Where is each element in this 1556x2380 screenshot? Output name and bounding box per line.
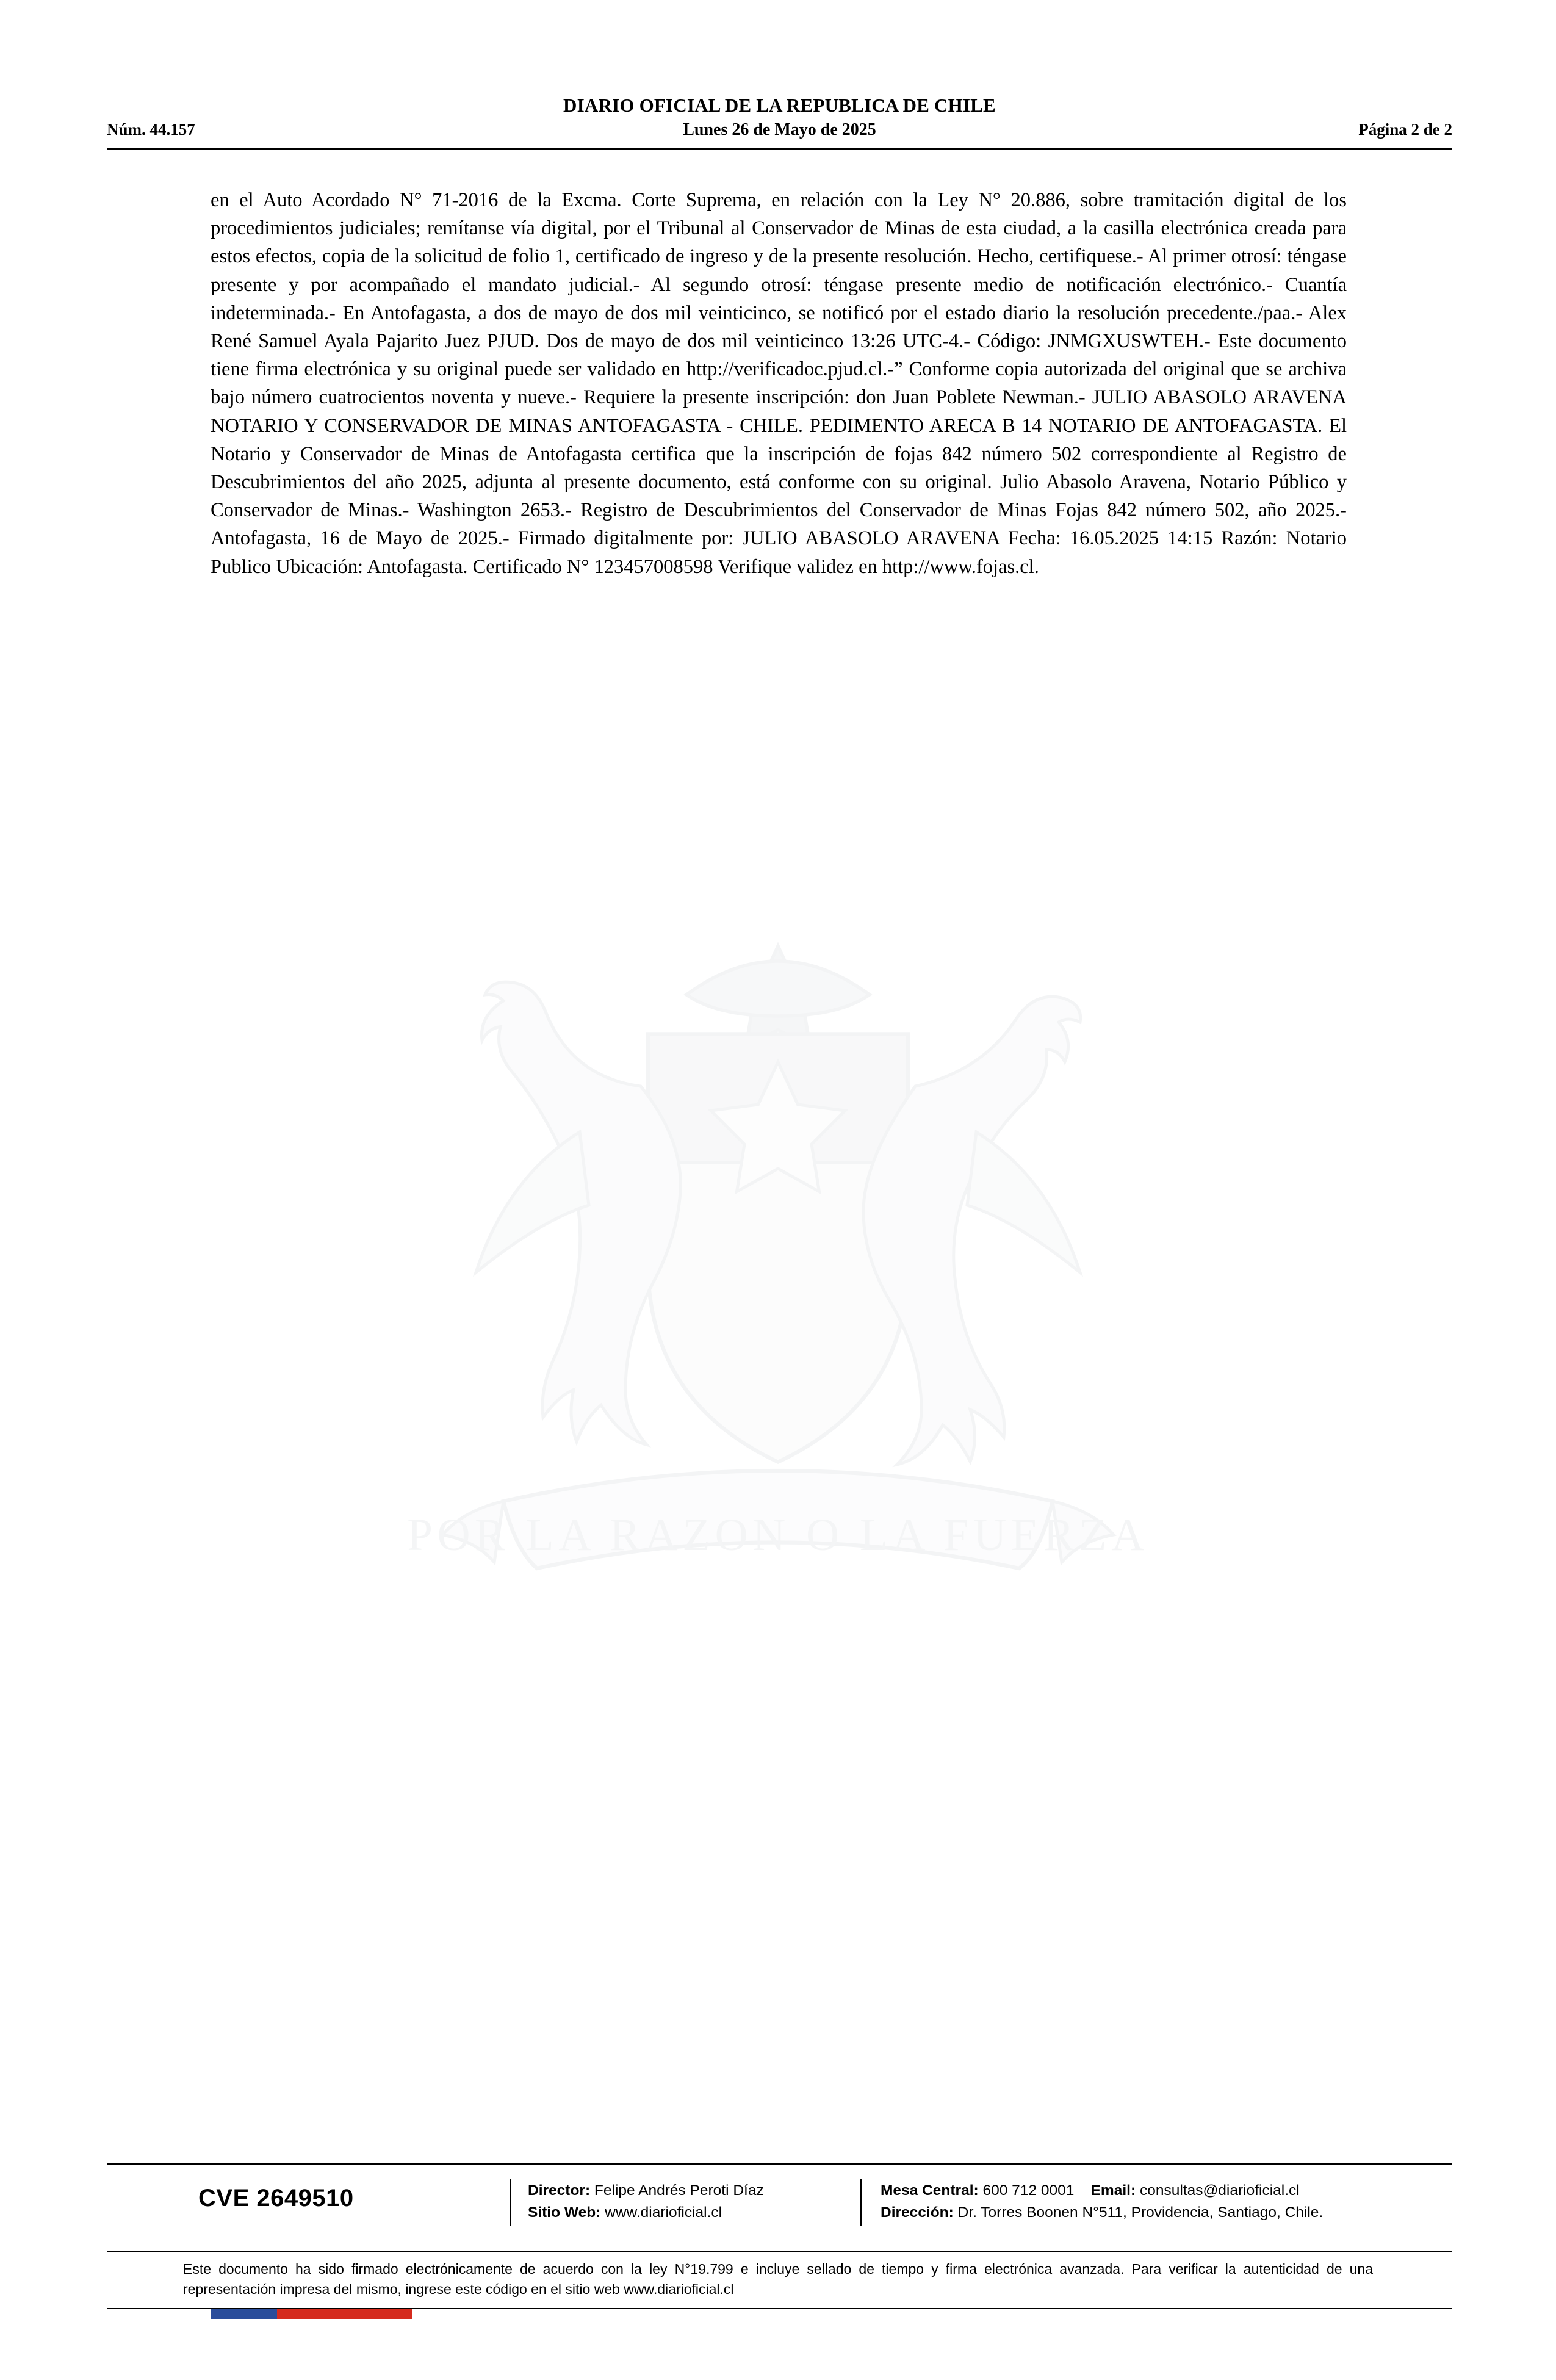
website-label: Sitio Web: [528,2204,601,2221]
footer-separator-1 [510,2179,511,2226]
page-header [107,95,1452,143]
mesa-central-label: Mesa Central: [881,2182,979,2199]
address-value: Dr. Torres Boonen N°511, Providencia, Santiago, Chile. [957,2204,1324,2221]
mesa-central-value: 600 712 0001 [982,2182,1075,2199]
coat-of-arms-watermark [320,903,1236,1666]
footer-contact-column [528,2180,845,2224]
address-line [881,2202,1454,2224]
header-meta-row [107,120,1452,143]
issue-date: Lunes 26 de Mayo de 2025 [683,120,876,139]
website-line [528,2202,845,2224]
publication-title: DIARIO OFICIAL DE LA REPUBLICA DE CHILE [563,95,996,116]
chile-flag-bar [211,2309,412,2319]
email-value[interactable]: consultas@diarioficial.cl [1139,2182,1300,2199]
phone-email-line [881,2180,1454,2202]
body-paragraph: en el Auto Acordado N° 71-2016 de la Excma. Corte Suprema, en relación con la Ley N° 20.886, sobre tramitación digital de los procedimientos judiciales; remítanse vía digital, por el Tribunal al Conservador de Minas de esta ciudad, a la casilla electrónica creada para estos efectos, copia de la solicitud de folio 1, certificado de ingreso y de la presente resolución. Hecho, certifiquese.- Al primer otrosí: téngase presente y por acompañado el mandato judicial.- Al segundo otrosí: téngase presente medio de notificación electrónico.- Cuantía indeterminada.- En Antofagasta, a dos de mayo de dos mil veinticinco, se notificó por el estado diario la resolución precedente./paa.- Alex René Samuel Ayala Pajarito Juez PJUD. Dos de mayo de dos mil veinticinco 13:26 UTC-4.- Código: JNMGXUSWTEH.- Este documento tiene firma electrónica y su original puede ser validado en http://verificadoc.pjud.cl.-” Conforme copia autorizada del original que se archiva bajo número cuatrocientos noventa y nueve.- Requiere la presente inscripción: don Juan Poblete Newman.- JULIO ABASOLO ARAVENA NOTARIO Y CONSERVADOR DE MINAS ANTOFAGASTA - CHILE. PEDIMENTO ARECA B 14 NOTARIO DE ANTOFAGASTA. El Notario y Conservador de Minas de Antofagasta certifica que la inscripción de fojas 842 número 502 correspondiente al Registro de Descubrimientos del año 2025, adjunta al presente documento, está conforme con su original. Julio Abasolo Aravena, Notario Público y Conservador de Minas.- Washington 2653.- Registro de Descubrimientos del Conservador de Minas Fojas 842 número 502, año 2025.- Antofagasta, 16 de Mayo de 2025.- Firmado digitalmente por: JULIO ABASOLO ARAVENA Fecha: 16.05.2025 14:15 Razón: Notario Publico Ubicación: Antofagasta. Certificado N° 123457008598 Verifique validez en http://www.fojas.cl. [211,189,1347,578]
address-label: Dirección: [881,2204,954,2221]
email-label: Email: [1090,2182,1136,2199]
cve-code: CVE 2649510 [198,2185,354,2212]
flag-blue-segment [211,2309,277,2319]
director-label: Director: [528,2182,591,2199]
footer-separator-2 [860,2179,862,2226]
website-value[interactable]: www.diarioficial.cl [605,2204,722,2221]
issue-number: Núm. 44.157 [107,120,195,139]
footer-divider-top [107,2163,1452,2165]
flag-red-segment [277,2309,412,2319]
page-indicator: Página 2 de 2 [1358,120,1452,139]
page-footer [107,2173,1452,2246]
legal-disclaimer: Este documento ha sido firmado electrónicamente de acuerdo con la ley N°19.799 e incluye sellado de tiempo y firma electrónica avanzada. Para verificar la autenticidad de una representación impresa del mismo, ingrese este código en el sitio web www.diarioficial.cl [183,2261,1373,2297]
crest-motto: POR LA RAZON O LA FUERZA [407,1510,1149,1560]
footer-divider-mid [107,2251,1452,2252]
director-line [528,2180,845,2202]
header-divider [107,148,1452,150]
director-value: Felipe Andrés Peroti Díaz [594,2182,764,2199]
footer-office-column [881,2180,1454,2224]
